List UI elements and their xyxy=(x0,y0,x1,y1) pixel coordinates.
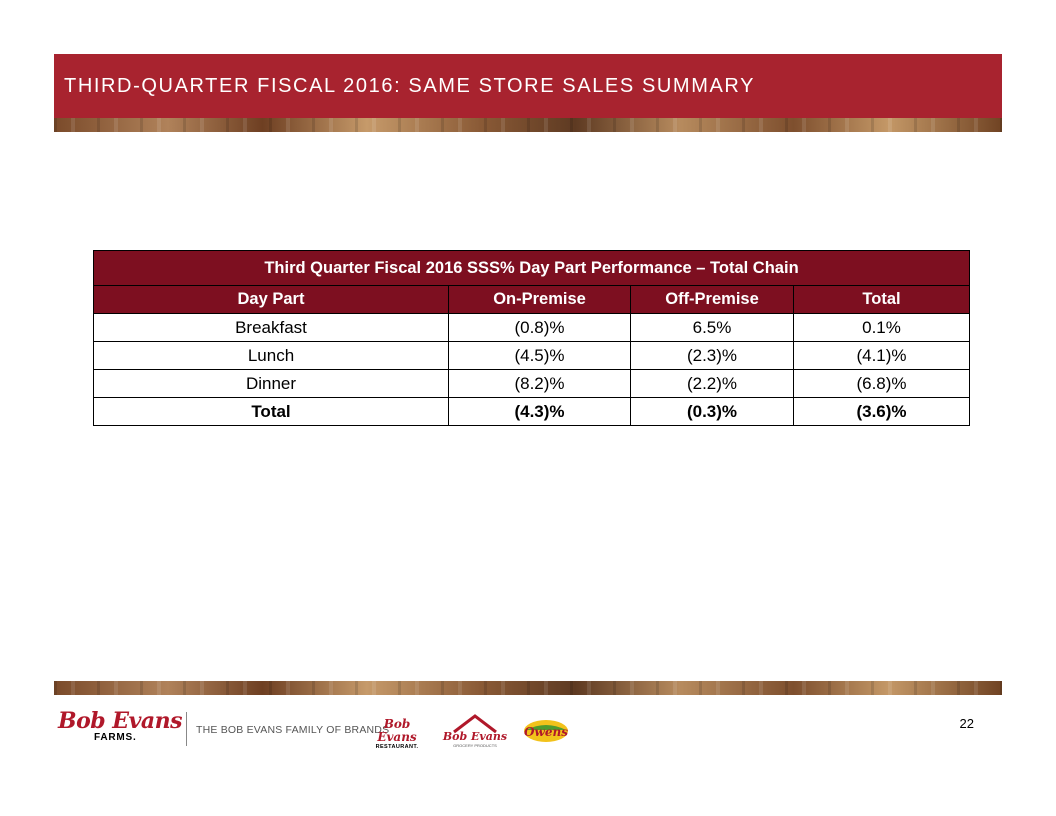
logo-restaurant-sub: RESTAURANT. xyxy=(375,744,419,750)
table-cell: Breakfast xyxy=(94,314,449,342)
table-cell: Lunch xyxy=(94,342,449,370)
table-cell: (0.3)% xyxy=(631,398,794,426)
table-cell: 6.5% xyxy=(631,314,794,342)
logo-owens-text: Owens xyxy=(524,725,568,739)
bob-evans-farms-logo xyxy=(58,710,183,743)
table-cell: (2.3)% xyxy=(631,342,794,370)
logo-main-script: Bob Evans xyxy=(58,708,182,734)
wood-divider-bottom xyxy=(54,681,1002,695)
bob-evans-grocery-logo xyxy=(440,710,510,750)
table-row xyxy=(94,342,970,370)
column-header-day-part: Day Part xyxy=(94,286,449,314)
table-row xyxy=(94,314,970,342)
wood-divider-top xyxy=(54,118,1002,132)
slide-title: THIRD-QUARTER FISCAL 2016: SAME STORE SALES SUMMARY xyxy=(64,74,756,97)
logo-restaurant-script: Bob Evans xyxy=(377,717,417,744)
footer-divider xyxy=(186,712,187,746)
table-cell: (6.8)% xyxy=(794,370,970,398)
table-cell: (2.2)% xyxy=(631,370,794,398)
sss-table xyxy=(93,250,970,426)
table-caption: Third Quarter Fiscal 2016 SSS% Day Part Performance – Total Chain xyxy=(94,251,970,286)
owens-logo xyxy=(518,718,574,744)
column-header-total: Total xyxy=(794,286,970,314)
table-cell: (3.6)% xyxy=(794,398,970,426)
table-cell: (0.8)% xyxy=(449,314,631,342)
logo-grocery-script: Bob Evans xyxy=(442,730,508,743)
table-cell: (4.1)% xyxy=(794,342,970,370)
table-total-row xyxy=(94,398,970,426)
table-cell: Total xyxy=(94,398,449,426)
table-cell: (8.2)% xyxy=(449,370,631,398)
column-header-off-premise: Off-Premise xyxy=(631,286,794,314)
footer-brand-strip xyxy=(0,700,1056,760)
family-of-brands-text: THE BOB EVANS FAMILY OF BRANDS xyxy=(196,724,390,736)
logo-grocery-sub: GROCERY PRODUCTS xyxy=(453,743,497,748)
table-row xyxy=(94,370,970,398)
table-cell: Dinner xyxy=(94,370,449,398)
logo-main-sub: FARMS. xyxy=(94,732,137,743)
table-cell: 0.1% xyxy=(794,314,970,342)
title-band xyxy=(54,54,1002,118)
table-caption-row xyxy=(94,251,970,286)
table-cell: (4.5)% xyxy=(449,342,631,370)
column-header-on-premise: On-Premise xyxy=(449,286,631,314)
bob-evans-restaurant-logo xyxy=(366,718,428,750)
table-header-row xyxy=(94,286,970,314)
table-cell: (4.3)% xyxy=(449,398,631,426)
page-number: 22 xyxy=(959,716,974,731)
